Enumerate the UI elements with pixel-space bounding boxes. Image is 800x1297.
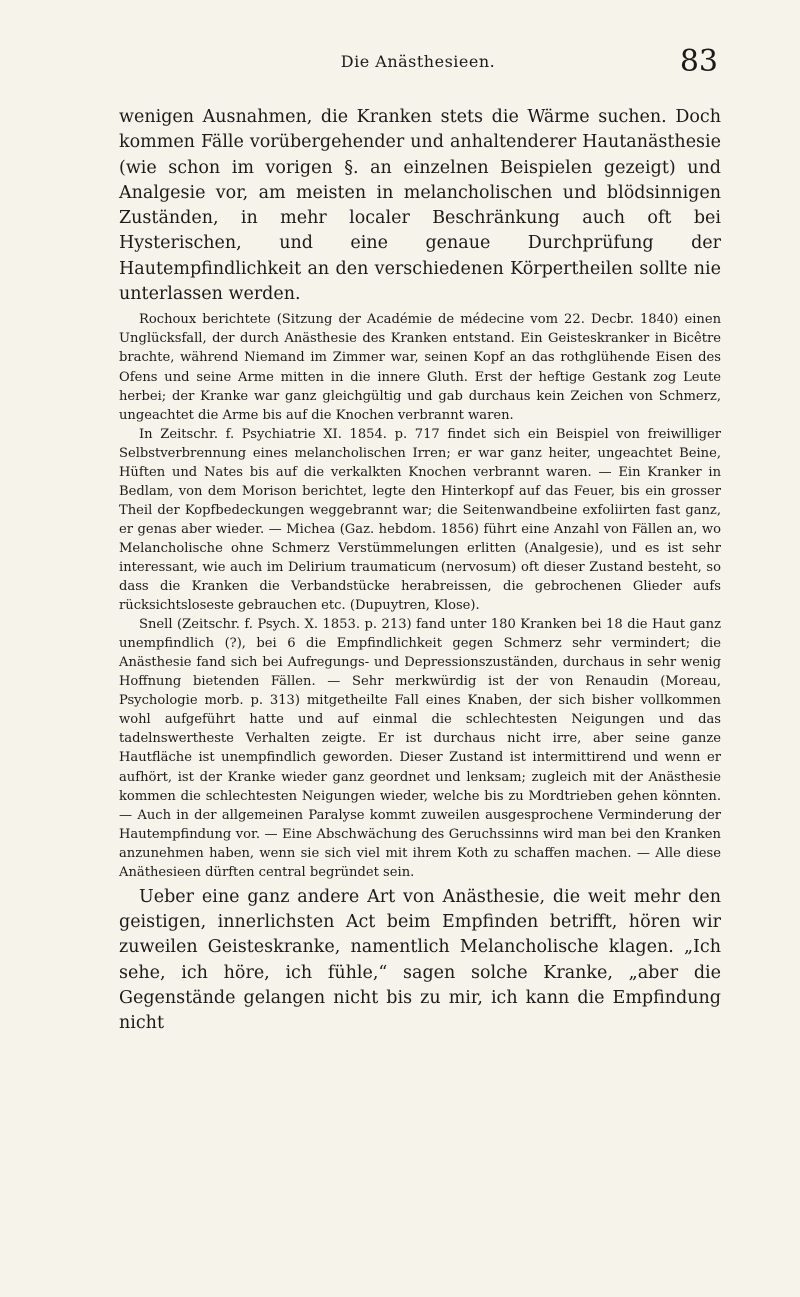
paragraph-continuation: wenigen Ausnahmen, die Kranken stets die Wärme suchen. Doch kommen Fälle vorübergehender und anhaltenderer Hautanästhesie (wie schon im vorigen §. an einzelnen Beispielen gezeigt) und Analgesie vor, am meisten in melancholischen und blödsinnigen Zuständen, in mehr localer Beschränkung auch oft bei Hysterischen, und eine genaue Durchprüfung der Hautempfindlichkeit an den verschiedenen Körpertheilen sollte nie unterlassen werden. bbox=[119, 107, 721, 305]
page-number: 83 bbox=[679, 44, 718, 79]
paragraph-rochoux-case: Rochoux berichtete (Sitzung der Académie de médecine vom 22. Decbr. 1840) einen Unglücksfall, der durch Anästhesie des Kranken entstand. Ein Geisteskranker in Bicêtre brachte, während Niemand im Zimmer war, seinen Kopf an das rothglühende Eisen des Ofens und seine Arme mitten in die innere Gluth. Erst der heftige Gestank zog Leute herbei; der Kranke war ganz gleichgültig und gab durchaus kein Zeichen von Schmerz, ungeachtet die Arme bis auf die Knochen verbrannt waren. bbox=[119, 312, 721, 423]
paragraph-psychic-anaesthesia: Ueber eine ganz andere Art von Anästhesie, die weit mehr den geistigen, innerlichsten Act beim Empfinden betrifft, hören wir zuweilen Geisteskranke, namentlich Melancholische klagen. „Ich sehe, ich höre, ich fühle,“ sagen solche Kranke, „aber die Gegenstände gelangen nicht bis zu mir, ich kann die Empfindung nicht bbox=[119, 886, 721, 1034]
paragraph-self-burning-cases: In Zeitschr. f. Psychiatrie XI. 1854. p. 717 findet sich ein Beispiel von freiwilliger Selbstverbrennung eines melancholischen Irren; er war ganz heiter, ungeachtet Beine, Hüften und Nates bis auf die verkalkten Knochen verbrannt waren. — Ein Kranker in Bedlam, von dem Morison berichtet, legte den Hinterkopf auf das Feuer, bis ein grosser Theil der Kopfbedeckungen weggebrannt war; die Seitenwandbeine exfoliirten fast ganz, er genas aber wieder. — Michea (Gaz. hebdom. 1856) führt eine Anzahl von Fällen an, wo Melancholische ohne Schmerz Verstümmelungen erlitten (Analgesie), und es ist sehr interessant, wie auch im Delirium traumaticum (nervosum) oft dieser Zustand besteht, so dass die Kranken die Verbandstücke herabreissen, die gebrochenen Glieder aufs rücksichtsloseste gebrauchen etc. (Dupuytren, Klose). bbox=[119, 426, 721, 614]
running-title: Die Anästhesieen. bbox=[340, 52, 496, 71]
paragraph-snell-findings: Snell (Zeitschr. f. Psych. X. 1853. p. 213) fand unter 180 Kranken bei 18 die Haut ganz unempfindlich (?), bei 6 die Empfindlichkeit gegen Schmerz sehr vermindert; die Anästhesie fand sich bei Aufregungs- und Depressionszuständen, durchaus in sehr wenig Hoffnung bietenden Fällen. — Sehr merkwürdig ist der von Renaudin (Moreau, Psychologie morb. p. 313) mitgetheilte Fall eines Knaben, der sich bisher vollkommen wohl aufgeführt hatte und auf einmal die schlechtesten Neigungen und das tadelnswertheste Verhalten zeigte. Er ist durchaus nicht irre, aber seine ganze Hautfläche ist unempfindlich geworden. Dieser Zustand ist intermittirend und wenn er aufhört, ist der Kranke wieder ganz geordnet und lenksam; zugleich mit der Anästhesie kommen die schlechtesten Neigungen wieder, welche bis zu Mordtrieben gehen könnten. — Auch in der allgemeinen Paralyse kommt zuweilen ausgesprochene Verminderung der Hautempfindung vor. — Eine Abschwächung des Geruchssinns wird man bei den Kranken anzunehmen haben, wenn sie sich viel mit ihrem Koth zu schaffen machen. — Alle diese Anäthesieen dürften central begründet sein. bbox=[119, 617, 721, 880]
body-text bbox=[119, 105, 721, 1037]
page-header bbox=[118, 44, 718, 79]
